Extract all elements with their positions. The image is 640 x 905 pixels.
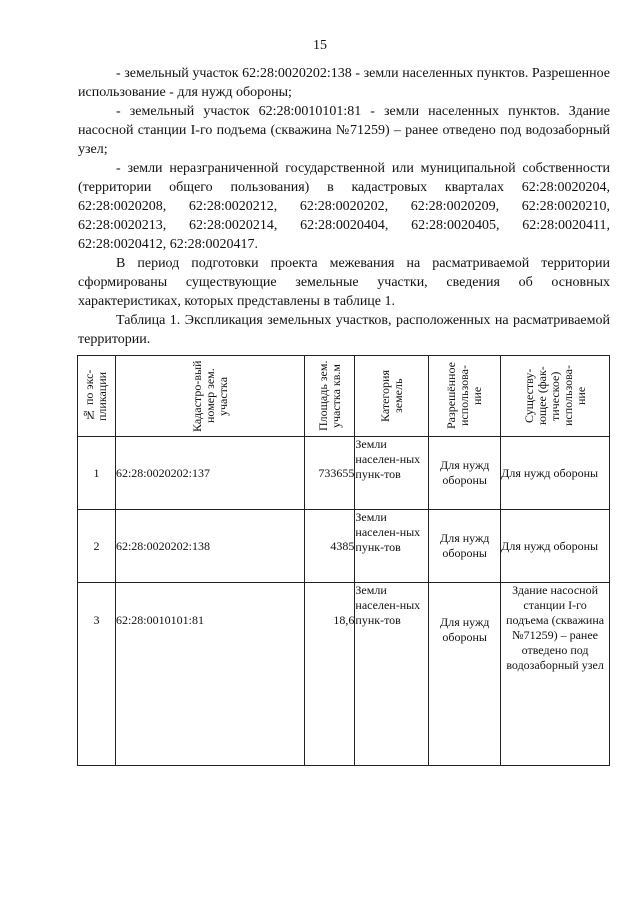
cell-permitted-use: Для нужд обороны — [429, 583, 501, 766]
cell-number: 1 — [78, 437, 116, 510]
header-cell — [429, 356, 501, 437]
cell-area: 4385 — [305, 510, 355, 583]
cell-permitted-use: Для нужд обороны — [429, 437, 501, 510]
header-area: Площадь зем. участка кв.м — [315, 360, 343, 432]
cell-category: Земли населен-ных пунк-тов — [355, 583, 429, 766]
header-cadastral: Кадастро-вый номер зем. участкa — [189, 360, 230, 432]
paragraph: - земельный участок 62:28:0010101:81 - земли населенных пунктов. Здание насосной станции I-го подъема (скважина №71259) – ранее отведено под водозаборный узел; — [78, 104, 610, 157]
cell-actual-use: Для нужд обороны — [501, 437, 610, 510]
cell-cadastral: 62:28:0020202:137 — [115, 437, 305, 510]
table-row — [78, 583, 610, 766]
cell-number: 2 — [78, 510, 116, 583]
explication-table — [77, 355, 610, 766]
cell-cadastral: 62:28:0020202:138 — [115, 510, 305, 583]
cell-area: 733655 — [305, 437, 355, 510]
header-cell — [78, 356, 116, 437]
cell-cadastral: 62:28:0010101:81 — [115, 583, 305, 766]
page-number: 15 — [313, 38, 327, 53]
cell-area: 18,6 — [305, 583, 355, 766]
cell-actual-use: Здание насосной станции I-го подъема (скважина №71259) – ранее отведено под водозаборный узел — [501, 583, 610, 766]
header-category: Категория земель — [377, 370, 405, 422]
header-cell — [355, 356, 429, 437]
cell-category: Земли населен-ных пунк-тов — [355, 510, 429, 583]
header-cell — [305, 356, 355, 437]
table-caption: Таблица 1. Экспликация земельных участков, расположенных на расматриваемой территории. — [78, 313, 610, 347]
header-cell — [115, 356, 305, 437]
cell-number: 3 — [78, 583, 116, 766]
cell-category: Земли населен-ных пунк-тов — [355, 437, 429, 510]
header-actual-use: Существу-ющее (фак-тическое) использова-ние — [521, 365, 588, 427]
table-row — [78, 510, 610, 583]
table-row — [78, 437, 610, 510]
header-number: № по экс-пликации — [82, 369, 110, 423]
paragraph: - земельный участок 62:28:0020202:138 - земли населенных пунктов. Разрешенное использование - для нужд обороны; — [78, 66, 610, 100]
cell-permitted-use: Для нужд обороны — [429, 510, 501, 583]
header-cell — [501, 356, 610, 437]
paragraph: - земли неразграниченной государственной или муниципальной собственности (территории общего пользования) в кадастровых кварталах 62:28:0020204, 62:28:0020208, 62:28:0020212, 62:28:0020202, 62:28:0020209, 62:28:0020210, 62:28:0020213, 62:28:0020214, 62:28:0020404, 62:28:0020405, 62:28:0020411, 62:28:0020412, 62:28:0020417. — [78, 161, 610, 252]
body-text — [78, 64, 610, 349]
table-header-row — [78, 356, 610, 437]
cell-actual-use: Для нужд обороны — [501, 510, 610, 583]
header-permitted-use: Разрешённое использова-ние — [444, 362, 485, 430]
paragraph: В период подготовки проекта межевания на расматриваемой территории сформированы существующие земельные участки, сведения об основных характеристиках, которых представлены в таблице 1. — [78, 256, 610, 309]
